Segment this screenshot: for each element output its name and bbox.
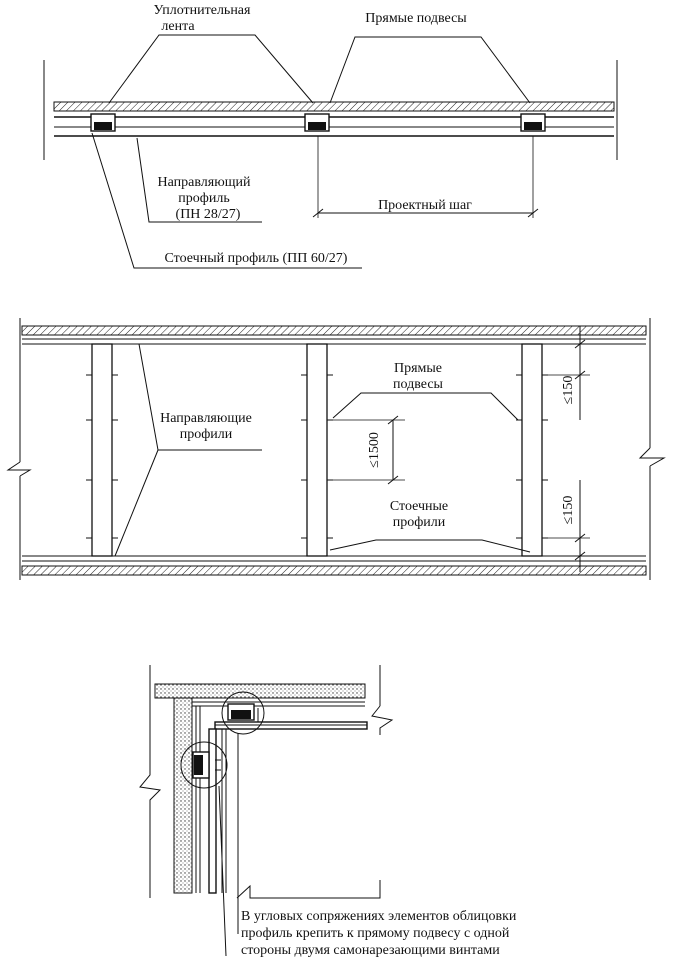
top-board — [22, 326, 646, 335]
corner-right-break — [372, 706, 392, 735]
left-wall-mass — [174, 698, 192, 893]
dim-1500-label: ≤1500 — [367, 432, 382, 468]
section-3-corner-detail — [140, 665, 517, 958]
guide-profile-label-3: (ПН 28/27) — [175, 207, 241, 222]
left-vertical-profile — [209, 729, 216, 893]
direct-hangers-label: Прямые подвесы — [365, 11, 467, 26]
guide-profile-label-1: Направляющий — [157, 175, 251, 190]
corner-hanger-left — [193, 752, 221, 778]
direct-hangers-label-1: Прямые — [393, 361, 443, 376]
corner-note-line-3: стороны двумя самонарезающими винтами — [241, 943, 500, 958]
corner-hanger-top — [228, 704, 258, 722]
hanger-3 — [521, 114, 545, 131]
left-break-mark — [8, 462, 30, 476]
direct-hangers-label-2: подвесы — [393, 377, 443, 392]
direct-hangers-leader-2 — [333, 393, 518, 420]
right-break-mark — [640, 448, 664, 466]
section-2-plan-view — [8, 318, 664, 580]
hanger-1 — [91, 114, 115, 131]
corner-note-line-1: В угловых сопряжениях элементов облицовки — [241, 909, 517, 924]
bottom-board — [22, 566, 646, 575]
hanger-2 — [305, 114, 329, 131]
corner-bottom-break — [237, 880, 380, 898]
corner-note-line-2: профиль крепить к прямому подвесу с одной — [241, 926, 510, 941]
design-step-label: Проектный шаг — [378, 198, 472, 213]
stud-profile-label: Стоечный профиль (ПП 60/27) — [164, 251, 348, 266]
seal-tape-label-1: Уплотнительная — [153, 3, 251, 18]
guide-profile-label-2: профиль — [178, 191, 230, 206]
dim-150-bottom-label: ≤150 — [561, 495, 576, 525]
stud-profiles-label-1: Стоечные — [389, 499, 449, 514]
guide-profiles-leader-bottom — [115, 450, 158, 556]
section-1-wall-profile — [44, 3, 617, 268]
base-board — [54, 102, 614, 111]
stud-1 — [86, 344, 118, 556]
seal-tape-label-2: лента — [161, 19, 195, 34]
top-wall-mass — [155, 684, 365, 698]
stud-2 — [301, 344, 333, 556]
stud-3 — [516, 344, 548, 556]
stud-profiles-label-2: профили — [392, 515, 446, 530]
dim-150-top-label: ≤150 — [561, 375, 576, 405]
direct-hangers-leader — [330, 37, 530, 103]
guide-profiles-label-2: профили — [179, 427, 233, 442]
corner-outer-left-wall — [140, 665, 160, 898]
seal-tape-leader — [109, 35, 313, 103]
guide-profiles-label-1: Направляющие — [160, 411, 252, 426]
stud-profiles-leader — [330, 540, 530, 552]
